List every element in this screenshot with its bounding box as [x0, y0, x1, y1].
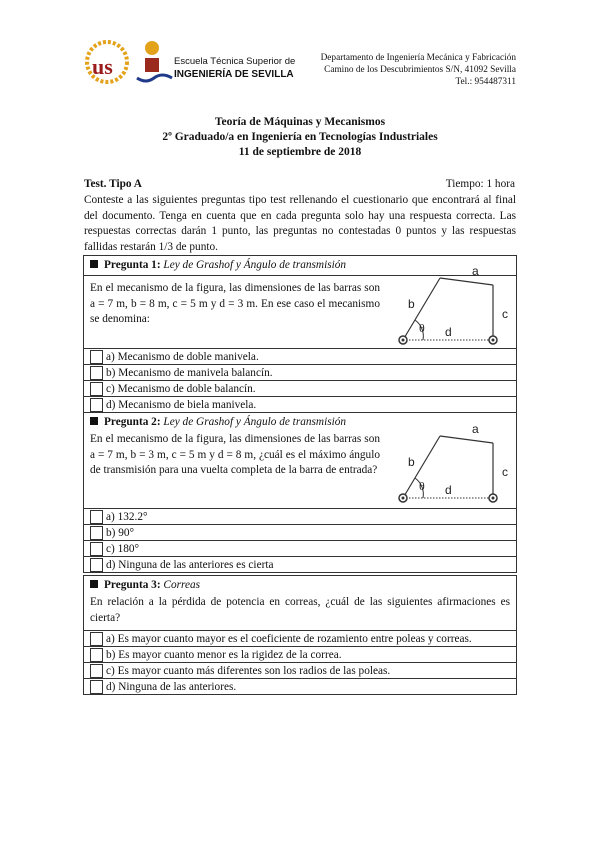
label-c: c: [502, 465, 508, 479]
option-a[interactable]: [84, 349, 516, 365]
option-text: d) Mecanismo de biela manivela.: [106, 398, 257, 411]
option-text: c) Mecanismo de doble balancín.: [106, 382, 256, 395]
answer-checkbox[interactable]: [90, 382, 103, 396]
question-label: Pregunta 3:: [104, 579, 161, 591]
option-text: d) Ninguna de las anteriores es cierta: [106, 558, 274, 571]
bullet-square-icon: [90, 417, 98, 425]
option-d[interactable]: [84, 557, 516, 572]
question-label: Pregunta 2:: [104, 416, 161, 428]
bullet-square-icon: [90, 260, 98, 268]
svg-text:us: us: [92, 54, 113, 79]
answer-checkbox[interactable]: [90, 558, 103, 572]
bar-a: [440, 436, 493, 443]
option-text: b) Mecanismo de manivela balancín.: [106, 366, 273, 379]
question-label: Pregunta 1:: [104, 259, 161, 271]
exam-title: [0, 115, 600, 160]
question-text: En el mecanismo de la figura, las dimensiones de las barras son a = 7 m, b = 8 m, c = 5 m y d = 3 m. En ese caso el mecanismo se denomina:: [90, 282, 380, 325]
course-title: Teoría de Máquinas y Mecanismos: [214, 116, 386, 128]
option-text: a) 132.2°: [106, 510, 148, 523]
option-text: d) Ninguna de las anteriores.: [106, 680, 237, 693]
answer-checkbox[interactable]: [90, 366, 103, 380]
answer-checkbox[interactable]: [90, 510, 103, 524]
option-c[interactable]: [84, 663, 516, 679]
answer-checkbox[interactable]: [90, 350, 103, 364]
question-topic: Correas: [163, 579, 201, 591]
bullet-square-icon: [90, 580, 98, 588]
option-b[interactable]: [84, 365, 516, 381]
question-text: En el mecanismo de la figura, las dimensiones de las barras son a = 7 m, b = 3 m, c = 5 m y d = 8 m, ¿cuál es el máximo ángulo de transmisión para una vuelta completa de la barra de entrada?: [90, 433, 380, 476]
question-topic: Ley de Grashof y Ángulo de transmisión: [163, 259, 347, 271]
option-text: c) Es mayor cuanto más diferentes son los radios de las poleas.: [106, 664, 391, 677]
option-a[interactable]: [84, 509, 516, 525]
option-text: a) Es mayor cuanto mayor es el coeficiente de rozamiento entre poleas y correas.: [106, 632, 472, 645]
option-text: b) Es mayor cuanto menor es la rigidez de la correa.: [106, 648, 342, 661]
option-d[interactable]: [84, 397, 516, 412]
bar-a: [440, 278, 493, 285]
question-text: En relación a la pérdida de potencia en correas, ¿cuál de las siguientes afirmaciones es cierta?: [90, 596, 510, 624]
department-name: Departamento de Ingeniería Mecánica y Fabricación: [320, 53, 516, 63]
option-c[interactable]: [84, 381, 516, 397]
option-d[interactable]: [84, 679, 516, 694]
answer-checkbox[interactable]: [90, 664, 103, 678]
label-c: c: [502, 307, 508, 321]
svg-text:Escuela Técnica Superior de: Escuela Técnica Superior de: [174, 56, 296, 67]
instructions: Conteste a las siguientes preguntas tipo test rellenando el cuestionario que encontrará al final del documento. Tenga en cuenta que en cada pregunta solo hay una respuesta correcta. Las respuestas correctas darán 1 punto, las preguntas no contestadas 0 puntos y las respuestas fallidas restarán 1/3 de punto.: [84, 194, 516, 253]
option-c[interactable]: [84, 541, 516, 557]
degree-title: 2º Graduado/a en Ingeniería en Tecnologías Industriales: [162, 131, 438, 143]
label-a: a: [472, 422, 479, 436]
exam-date: 11 de septiembre de 2018: [238, 146, 362, 158]
answer-checkbox[interactable]: [90, 680, 103, 694]
label-a: a: [472, 264, 479, 278]
question-topic: Ley de Grashof y Ángulo de transmisión: [163, 416, 347, 428]
label-theta: θ: [419, 321, 425, 335]
question-3: [83, 575, 517, 695]
label-b: b: [408, 297, 415, 311]
four-bar-mechanism-figure-2: [390, 420, 515, 505]
answer-checkbox[interactable]: [90, 526, 103, 540]
option-b[interactable]: [84, 525, 516, 541]
label-theta: θ: [419, 479, 425, 493]
option-a[interactable]: [84, 631, 516, 647]
option-text: b) 90°: [106, 526, 135, 539]
test-time: Tiempo: 1 hora: [445, 178, 515, 190]
svg-text:INGENIERÍA DE SEVILLA: INGENIERÍA DE SEVILLA: [174, 69, 294, 80]
answer-checkbox[interactable]: [90, 648, 103, 662]
department-address: Camino de los Descubrimientos S/N, 41092 Sevilla: [324, 65, 516, 75]
four-bar-mechanism-figure-1: [390, 262, 515, 347]
answer-checkbox[interactable]: [90, 398, 103, 412]
department-phone: Tel.: 954487311: [455, 77, 516, 87]
option-text: a) Mecanismo de doble manivela.: [106, 350, 259, 363]
label-d: d: [445, 483, 452, 497]
option-text: c) 180°: [106, 542, 140, 555]
answer-checkbox[interactable]: [90, 542, 103, 556]
university-logos: [84, 38, 296, 88]
test-type: Test. Tipo A: [84, 178, 142, 190]
answer-checkbox[interactable]: [90, 632, 103, 646]
option-b[interactable]: [84, 647, 516, 663]
label-d: d: [445, 325, 452, 339]
department-info: [321, 52, 516, 88]
label-b: b: [408, 455, 415, 469]
